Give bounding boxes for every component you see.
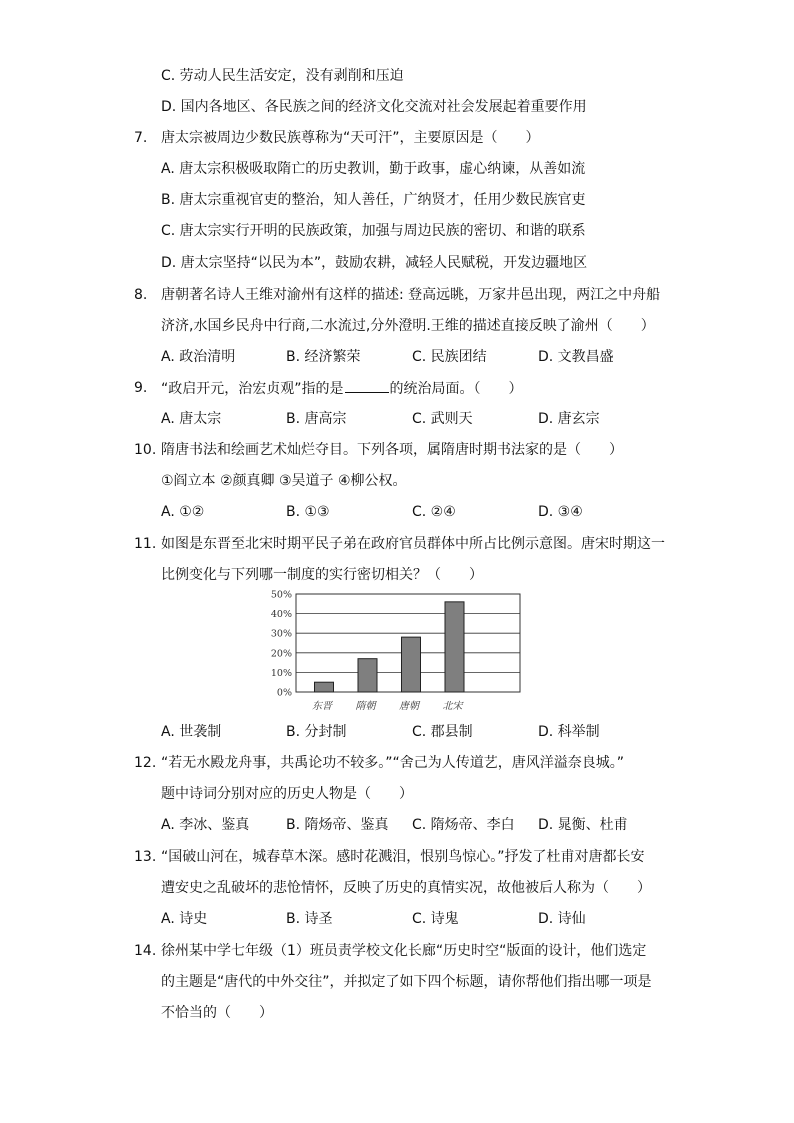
question-8-option-d: D. 文教昌盛 — [538, 349, 614, 365]
question-9-option-c: C. 武则天 — [412, 411, 473, 427]
chart-x-axis-ticks — [312, 700, 465, 712]
chart-y-axis-ticks — [271, 590, 292, 699]
question-10-option-b: B. ①③ — [286, 504, 330, 520]
question-8-number: 8. — [134, 287, 148, 303]
question-9-stem-before: “政启开元，治宏贞观”指的是 — [161, 381, 344, 397]
question-12-stem-line1: “若无水殿龙舟事，共禹论功不较多。”“舍己为人传道艺，唐风洋溢奈良城。” — [161, 755, 625, 771]
y-tick-label: 20% — [270, 648, 292, 660]
x-tick-label: 隋朝 — [355, 701, 376, 712]
chart-bars — [315, 602, 465, 692]
question-12-option-d: D. 晁衡、杜甫 — [538, 817, 628, 833]
question-11-option-a: A. 世袭制 — [161, 724, 222, 740]
question-11-number: 11. — [134, 536, 157, 552]
question-11-option-b: B. 分封制 — [286, 724, 347, 740]
bar — [315, 682, 334, 692]
question-10-option-d: D. ③④ — [538, 504, 583, 520]
question-13-stem-line1: “国破山河在，城春草木深。感时花溅泪，恨别鸟惊心。”抒发了杜甫对唐都长安 — [161, 849, 645, 865]
question-11-stem-line1: 如图是东晋至北宋时期平民子弟在政府官员群体中所占比例示意图。唐宋时期这一 — [161, 536, 665, 552]
question-7-option-c: C. 唐太宗实行开明的民族政策，加强与周边民族的密切、和谐的联系 — [161, 223, 586, 239]
question-11-stem-line2: 比例变化与下列哪一制度的实行密切相关？（ ） — [161, 567, 483, 583]
question-7-option-b: B. 唐太宗重视官吏的整治，知人善任，广纳贤才，任用少数民族官吏 — [161, 192, 586, 208]
question-7-option-d: D. 唐太宗坚持“以民为本”，鼓励农耕，减轻人民赋税，开发边疆地区 — [161, 255, 588, 271]
y-tick-label: 40% — [270, 609, 292, 621]
question-13-option-b: B. 诗圣 — [286, 911, 333, 927]
question-13-option-c: C. 诗鬼 — [412, 911, 459, 927]
x-tick-label: 东晋 — [312, 701, 332, 712]
question-7-option-a: A. 唐太宗积极吸取隋亡的历史教训，勤于政事，虚心纳谏，从善如流 — [161, 161, 586, 177]
question-10-stem-line1: 隋唐书法和绘画艺术灿烂夺目。下列各项，属隋唐时期书法家的是（ ） — [161, 442, 623, 458]
y-tick-label: 30% — [270, 628, 292, 640]
question-8-option-b: B. 经济繁荣 — [286, 349, 361, 365]
question-9-option-a: A. 唐太宗 — [161, 411, 222, 427]
question-14-number: 14. — [134, 943, 157, 959]
question-14-stem-line3: 不恰当的（ ） — [161, 1005, 273, 1021]
question-9-option-b: B. 唐高宗 — [286, 411, 347, 427]
question-13-option-a: A. 诗史 — [161, 911, 208, 927]
option-d: D. 国内各地区、各民族之间的经济文化交流对社会发展起着重要作用 — [161, 99, 587, 115]
question-12-number: 12. — [134, 755, 157, 771]
question-8-option-a: A. 政治清明 — [161, 349, 236, 365]
question-12-option-b: B. 隋炀帝、鉴真 — [286, 817, 389, 833]
question-8-stem-line2: 济济,水国乡民舟中行商,二水流过,分外澄明.王维的描述直接反映了渝州（ ） — [161, 318, 655, 334]
question-14-stem-line1: 徐州某中学七年级（1）班员责学校文化长廊“历史时空“版面的设计，他们选定 — [161, 943, 647, 959]
bar — [358, 659, 377, 692]
x-tick-label: 北宋 — [442, 701, 463, 712]
bar — [445, 602, 464, 692]
question-9-number: 9. — [134, 380, 148, 396]
y-tick-label: 0% — [276, 687, 292, 699]
question-12-option-a: A. 李冰、鉴真 — [161, 817, 250, 833]
question-9-stem-after: 的统治局面。（ ） — [389, 381, 523, 397]
question-10-option-c: C. ②④ — [412, 504, 456, 520]
question-13-number: 13. — [134, 849, 157, 865]
x-tick-label: 唐朝 — [399, 701, 419, 712]
answer-blank — [345, 378, 389, 393]
question-12-stem-line2: 题中诗词分别对应的历史人物是（ ） — [161, 786, 413, 802]
question-10-option-a: A. ①② — [161, 504, 205, 520]
question-14-stem-line2: 的主题是“唐代的中外交往”，并拟定了如下四个标题，请你帮他们指出哪一项是 — [161, 974, 652, 990]
question-13-stem-line2: 遭安史之乱破坏的悲怆情怀，反映了历史的真情实况，故他被后人称为（ ） — [161, 880, 651, 896]
question-12-option-c: C. 隋炀帝、李白 — [412, 817, 515, 833]
question-9-option-d: D. 唐玄宗 — [538, 411, 600, 427]
question-10-number: 10. — [134, 442, 157, 458]
y-tick-label: 50% — [270, 590, 292, 601]
question-7-number: 7. — [134, 130, 148, 146]
question-11-option-d: D. 科举制 — [538, 724, 600, 740]
option-c: C. 劳动人民生活安定，没有剥削和压迫 — [161, 68, 404, 84]
question-7-stem: 唐太宗被周边少数民族尊称为“天可汗”，主要原因是（ ） — [161, 130, 540, 146]
question-8-option-c: C. 民族团结 — [412, 349, 487, 365]
question-13-option-d: D. 诗仙 — [538, 911, 586, 927]
question-11-option-c: C. 郡县制 — [412, 724, 473, 740]
question-8-stem-line1: 唐朝著名诗人王维对渝州有这样的描述: 登高远眺，万家井邑出现，两江之中舟船 — [161, 287, 661, 303]
question-10-stem-line2: ①阎立本 ②颜真卿 ③吴道子 ④柳公权。 — [161, 473, 407, 489]
bar — [402, 637, 421, 692]
question-9-stem — [161, 378, 523, 399]
y-tick-label: 10% — [270, 667, 292, 679]
bar-chart — [262, 590, 528, 718]
